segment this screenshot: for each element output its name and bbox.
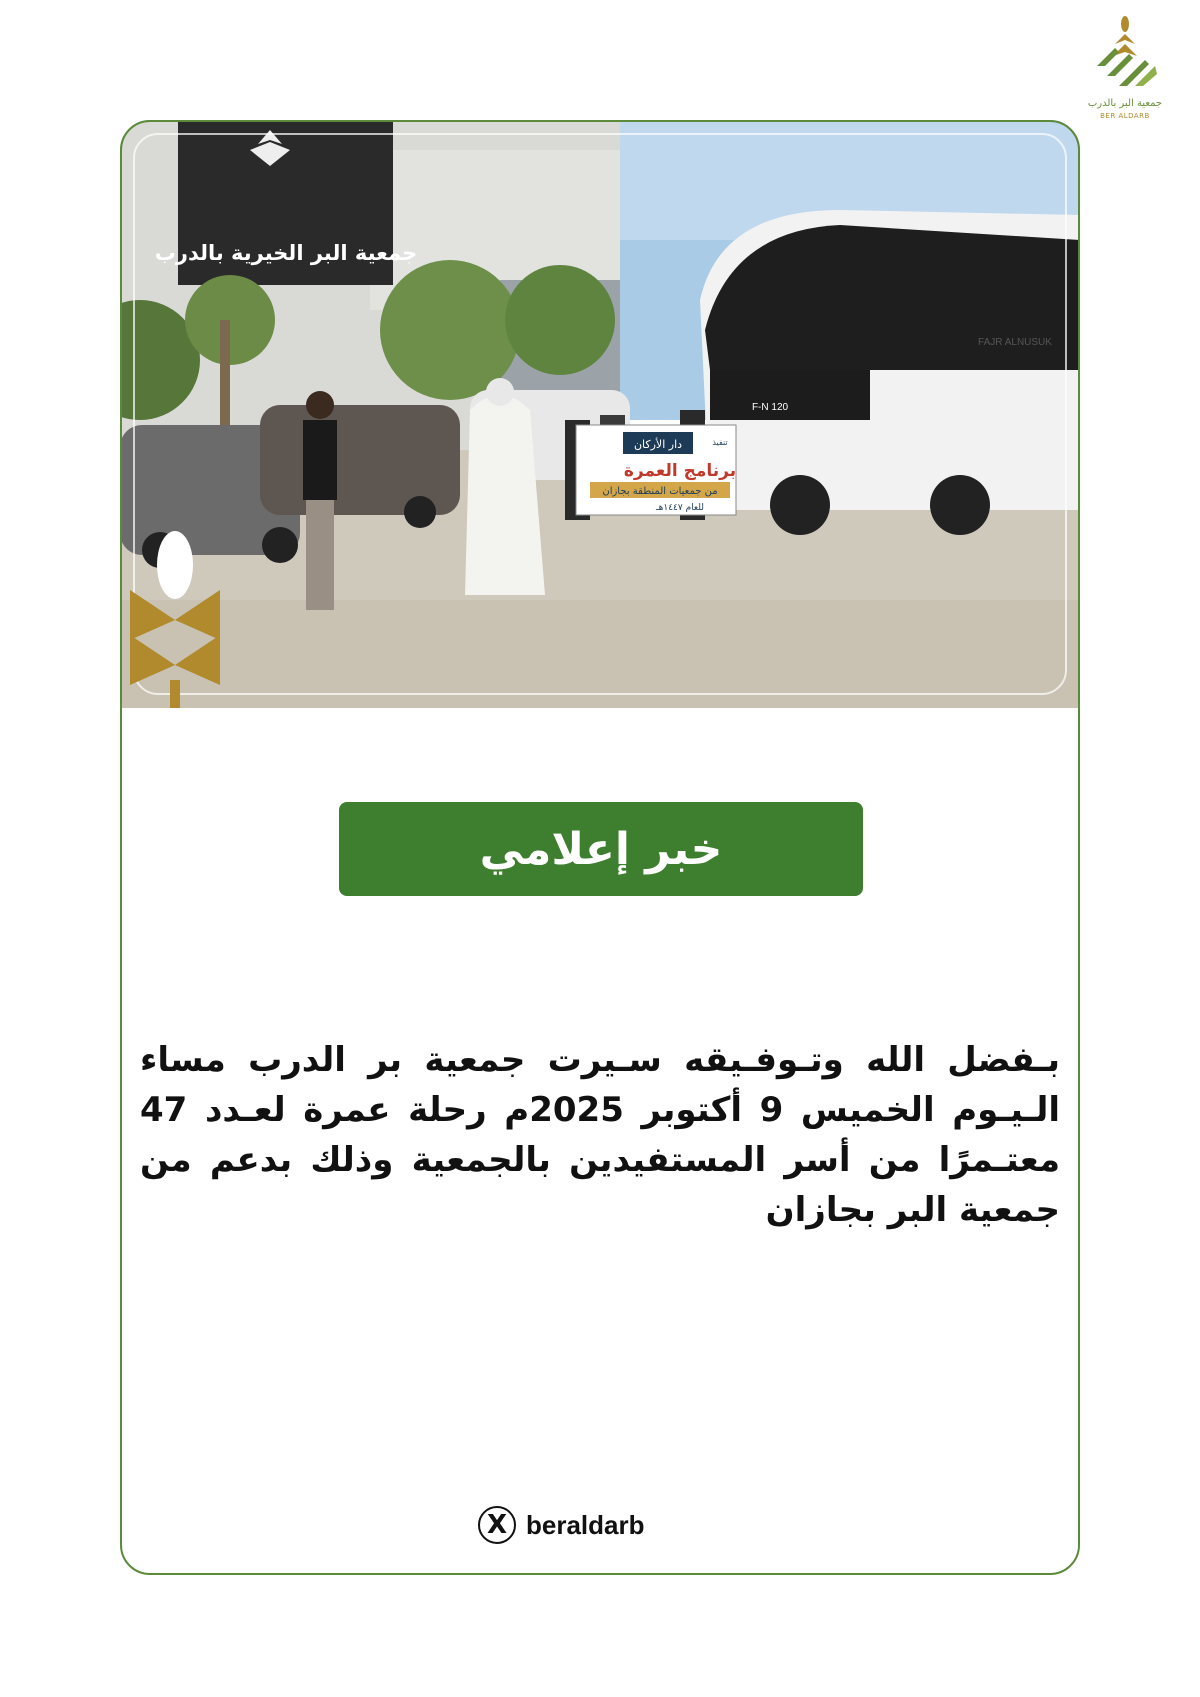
x-logo-icon: X: [478, 1506, 516, 1544]
banner-org: دار الأركان: [633, 438, 683, 451]
wheat-logo-icon: [1085, 14, 1165, 98]
logo-name-english: BER ALDARB: [1100, 112, 1150, 120]
bus-plate: F-N 120: [751, 402, 789, 413]
social-handle[interactable]: [478, 1503, 645, 1547]
brand-logo: [1085, 14, 1165, 124]
banner-title: برنامج العمرة: [623, 461, 737, 481]
headline-badge: [339, 802, 863, 896]
social-handle-text: beraldarb: [526, 1509, 645, 1540]
logo-name-arabic: جمعية البر بالدرب: [1087, 98, 1163, 109]
banner-small-title: تنفيذ: [712, 438, 728, 447]
building-sign-text: جمعية البر الخيرية بالدرب: [154, 241, 418, 265]
banner-year: للعام ١٤٤٧هـ: [656, 503, 704, 513]
bus-brand: FAJR ALNUSUK: [978, 337, 1052, 348]
news-body: بـفضل الله وتـوفـيقه سـيرت جمعية بر الدرب مساء الـيـوم الخميس 9 أكتوبر 2025م رحلة عمرة لعـدد 47 معتـمرًا من أسر المستفيدين بالجمعية وذلك بدعم من جمعية البر بجازان: [140, 1040, 1060, 1230]
headline-text: خبر إعلامي: [479, 823, 723, 875]
banner-subtitle: من جمعيات المنطقة بجازان: [602, 486, 718, 497]
